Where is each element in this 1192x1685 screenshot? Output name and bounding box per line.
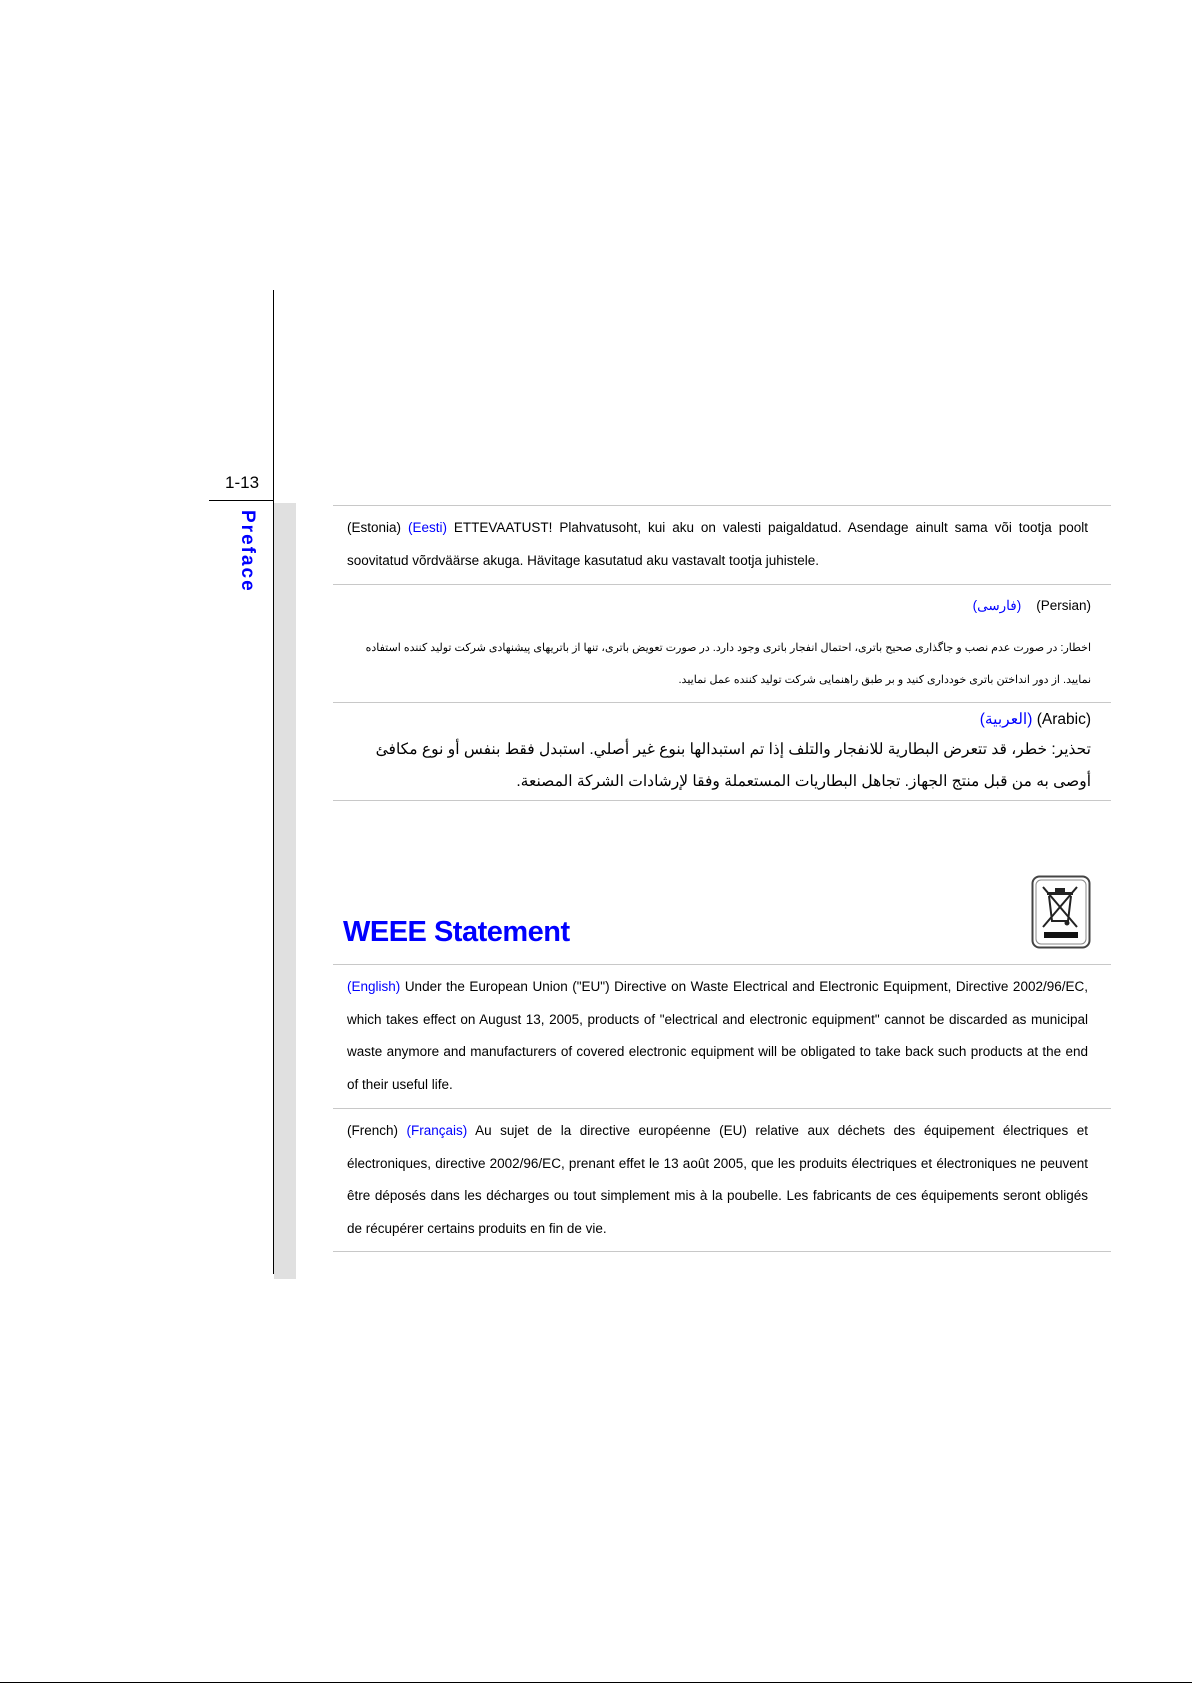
persian-english-label: (Persian) [1036, 598, 1091, 613]
crossed-out-wheelie-bin-icon [1031, 875, 1091, 949]
arabic-language-line [980, 710, 1091, 729]
estonia-language-label: (Eesti) [407, 520, 447, 535]
estonia-text: ETTEVAATUST! Plahvatusoht, kui aku on valesti paigaldatud. Asendage ainult sama või tootja poolt soovitatud võrdväärse akuga. Hävitage kasutatud aku vastavalt tootja juhistele. [347, 520, 1088, 568]
section-label: Preface [237, 510, 258, 593]
divider [333, 800, 1111, 801]
arabic-english-label: (Arabic) [1036, 711, 1091, 728]
divider [333, 702, 1111, 703]
page-number-rule [209, 500, 273, 501]
french-country-label: (French) [347, 1123, 399, 1138]
estonia-paragraph [347, 512, 1088, 577]
persian-text: اخطار: در صورت عدم نصب و جاگذاری صحیح باتری، احتمال انفجار باتری وجود دارد. در صورت تعویض باتری، تنها از باتریهای پیشنهادی شرکت تولید کننده استفاده نمایید. از دور انداختن باتری خودداری کنید و بر طبق راهنمایی شرکت تولید کننده عمل نمایید. [365, 642, 1091, 686]
weee-heading: WEEE Statement [343, 916, 570, 948]
french-language-label: (Français) [406, 1123, 468, 1138]
persian-native-label: (فارسی) [972, 598, 1022, 613]
page-bottom-rule [0, 1682, 1192, 1683]
french-paragraph [347, 1115, 1088, 1245]
divider [333, 1108, 1111, 1109]
english-paragraph [347, 971, 1088, 1101]
divider [333, 584, 1111, 585]
divider [333, 1251, 1111, 1252]
english-language-label: (English) [347, 979, 401, 994]
sidebar-band [274, 503, 296, 1279]
french-text: Au sujet de la directive européenne (EU) relative aux déchets des équipement électriques et électroniques, directive 2002/96/EC, prenant effet le 13 août 2005, que les produits électriques et électroniques ne peuvent être déposés dans les décharges ou tout simplement mis à la poubelle. Les fabricants de ces équipements seront obligés de récupérer certains produits en fin de vie. [347, 1123, 1088, 1236]
arabic-native-label: (العربية) [979, 711, 1033, 728]
arabic-text: تحذير: خطر، قد تتعرض البطارية للانفجار والتلف إذا تم استبدالها بنوع غير أصلي. استبدل فقط بنفس أو نوع مكافئ أوصى به من قبل منتج الجهاز. تجاهل البطاريات المستعملة وفقا لإرشادات الشركة المصنعة. [375, 741, 1091, 790]
divider [333, 505, 1111, 506]
persian-language-line [973, 598, 1091, 614]
estonia-country-label: (Estonia) [347, 520, 402, 535]
english-text: Under the European Union ("EU") Directive on Waste Electrical and Electronic Equipment, Directive 2002/96/EC, which takes effect on August 13, 2005, products of "electrical and electronic equipment" cannot be discarded as municipal waste anymore and manufacturers of covered electronic equipment will be obligated to take back such products at the end of their useful life. [347, 979, 1088, 1092]
divider [333, 964, 1111, 965]
page-number: 1-13 [225, 473, 260, 492]
